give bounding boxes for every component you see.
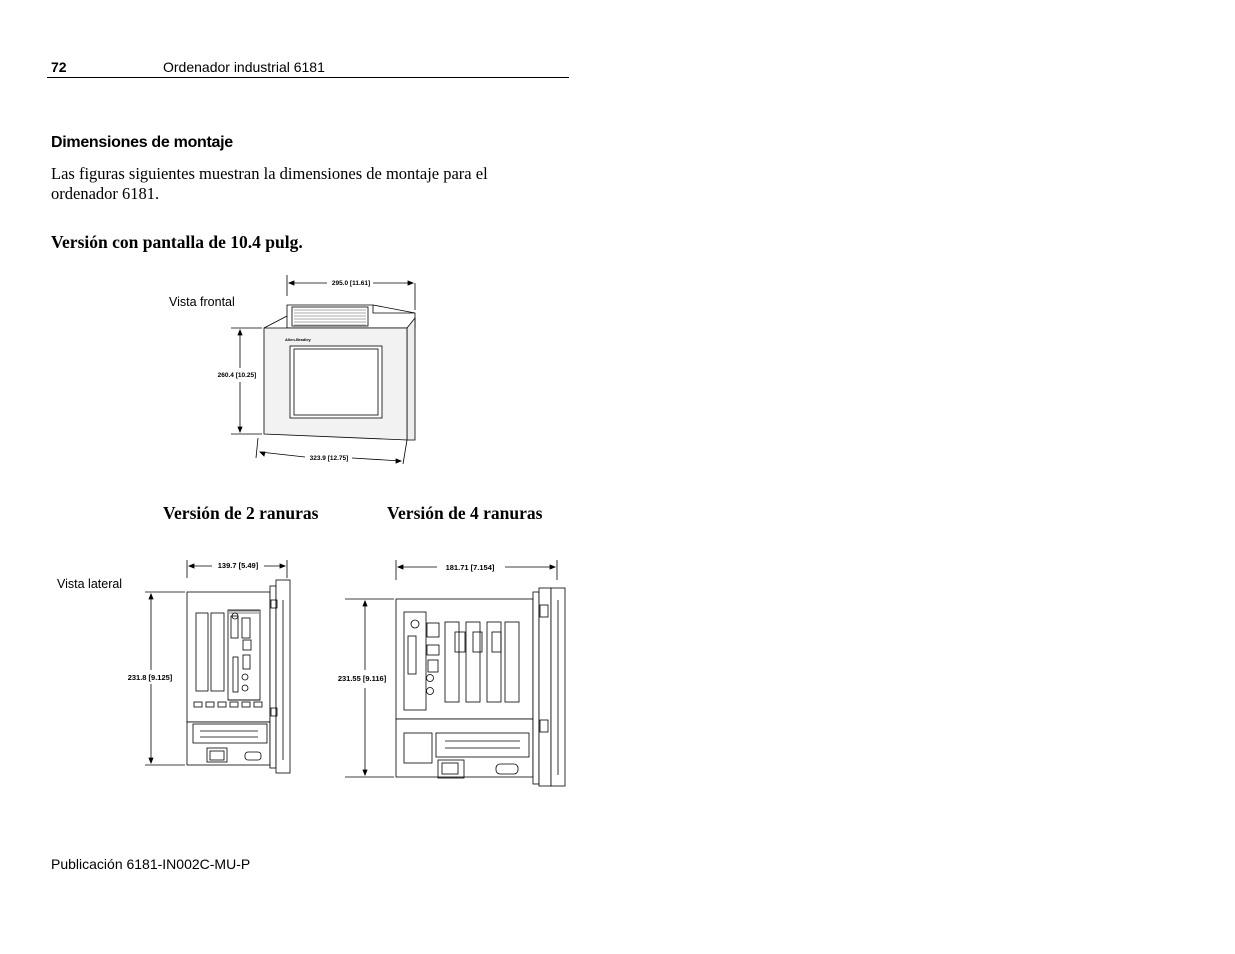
section-title: Dimensiones de montaje [51, 134, 233, 151]
four-slot-drawing [330, 555, 575, 790]
intro-paragraph: Las figuras siguientes muestran la dimensiones de montaje para el ordenador 6181. [51, 164, 488, 203]
front-figure-heading: Versión con pantalla de 10.4 pulg. [51, 232, 303, 252]
front-dim-top: 295.0 [11.61] [331, 280, 371, 287]
front-brand-mark: Allen-Bradley [285, 337, 311, 342]
four-slot-dim-width: 181.71 [7.154] [445, 563, 495, 572]
side-view-label: Vista lateral [57, 577, 123, 591]
running-title: Ordenador industrial 6181 [163, 59, 325, 75]
two-slot-dim-width: 139.7 [5.49] [217, 561, 259, 570]
front-view-label: Vista frontal [169, 295, 235, 309]
front-dim-height: 260.4 [10.25] [217, 372, 257, 379]
front-dim-bottom: 323.9 [12.75] [309, 455, 349, 462]
two-slot-dim-height: 231.8 [9.125] [127, 673, 173, 682]
four-slot-dim-height: 231.55 [9.116] [337, 674, 387, 683]
four-slot-heading: Versión de 4 ranuras [387, 503, 543, 523]
two-slot-drawing [120, 555, 300, 780]
front-view-drawing [200, 268, 440, 468]
header-rule [47, 77, 569, 78]
page-number: 72 [51, 59, 67, 75]
publication-footer: Publicación 6181-IN002C-MU-P [51, 856, 251, 872]
two-slot-heading: Versión de 2 ranuras [163, 503, 319, 523]
